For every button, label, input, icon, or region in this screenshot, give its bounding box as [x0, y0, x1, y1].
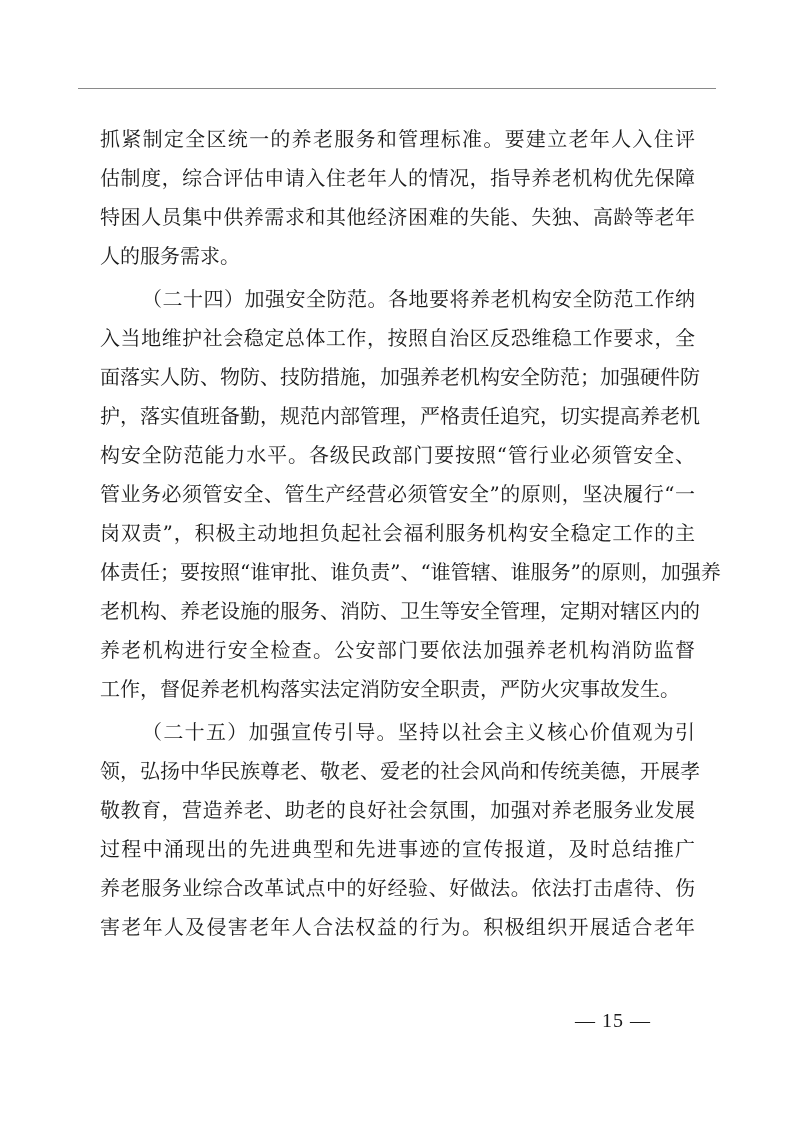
text-line: 养老机构进行安全检查。公安部门要依法加强养老机构消防监督	[100, 638, 695, 662]
text-line: 抓紧制定全区统一的养老服务和管理标准。要建立老年人入住评	[100, 127, 695, 151]
text-line: 敬教育，营造养老、助老的良好社会氛围，加强对养老服务业发展	[100, 798, 695, 822]
body-text	[100, 120, 721, 947]
paragraph-3	[100, 713, 700, 947]
header-rule	[78, 88, 716, 89]
text-line: 领，弘扬中华民族尊老、敬老、爱老的社会风尚和传统美德，开展孝	[100, 759, 700, 783]
paragraph-2	[100, 280, 721, 709]
text-line: 岗双责”，积极主动地担负起社会福利服务机构安全稳定工作的主	[100, 521, 695, 545]
text-line: 工作，督促养老机构落实法定消防安全职责，严防火灾事故发生。	[100, 677, 680, 701]
text-line: 老机构、养老设施的服务、消防、卫生等安全管理，定期对辖区内的	[100, 599, 700, 623]
text-line: 害老年人及侵害老年人合法权益的行为。积极组织开展适合老年	[100, 915, 695, 939]
text-line: 过程中涌现出的先进典型和先进事迹的宣传报道，及时总结推广	[100, 837, 695, 861]
text-line: 管业务必须管安全、管生产经营必须管安全”的原则，坚决履行“一	[100, 482, 695, 506]
text-line: 入当地维护社会稳定总体工作，按照自治区反恐维稳工作要求，全	[100, 326, 695, 350]
text-line: （二十五）加强宣传引导。坚持以社会主义核心价值观为引	[142, 720, 695, 744]
page-number: — 15 —	[575, 1010, 651, 1032]
text-line: 护，落实值班备勤，规范内部管理，严格责任追究，切实提高养老机	[100, 404, 700, 428]
text-line: （二十四）加强安全防范。各地要将养老机构安全防范工作纳	[142, 287, 695, 311]
text-line: 养老服务业综合改革试点中的好经验、好做法。依法打击虐待、伤	[100, 876, 695, 900]
text-line: 人的服务需求。	[100, 244, 240, 268]
text-line: 估制度，综合评估申请入住老年人的情况，指导养老机构优先保障	[100, 166, 695, 190]
paragraph-1	[100, 120, 695, 276]
text-line: 面落实人防、物防、技防措施，加强养老机构安全防范；加强硬件防	[100, 365, 700, 389]
text-line: 构安全防范能力水平。各级民政部门要按照“管行业必须管安全、	[100, 443, 695, 467]
text-line: 体责任；要按照“谁审批、谁负责”、“谁管辖、谁服务”的原则，加强养	[100, 560, 721, 584]
text-line: 特困人员集中供养需求和其他经济困难的失能、失独、高龄等老年	[100, 205, 695, 229]
